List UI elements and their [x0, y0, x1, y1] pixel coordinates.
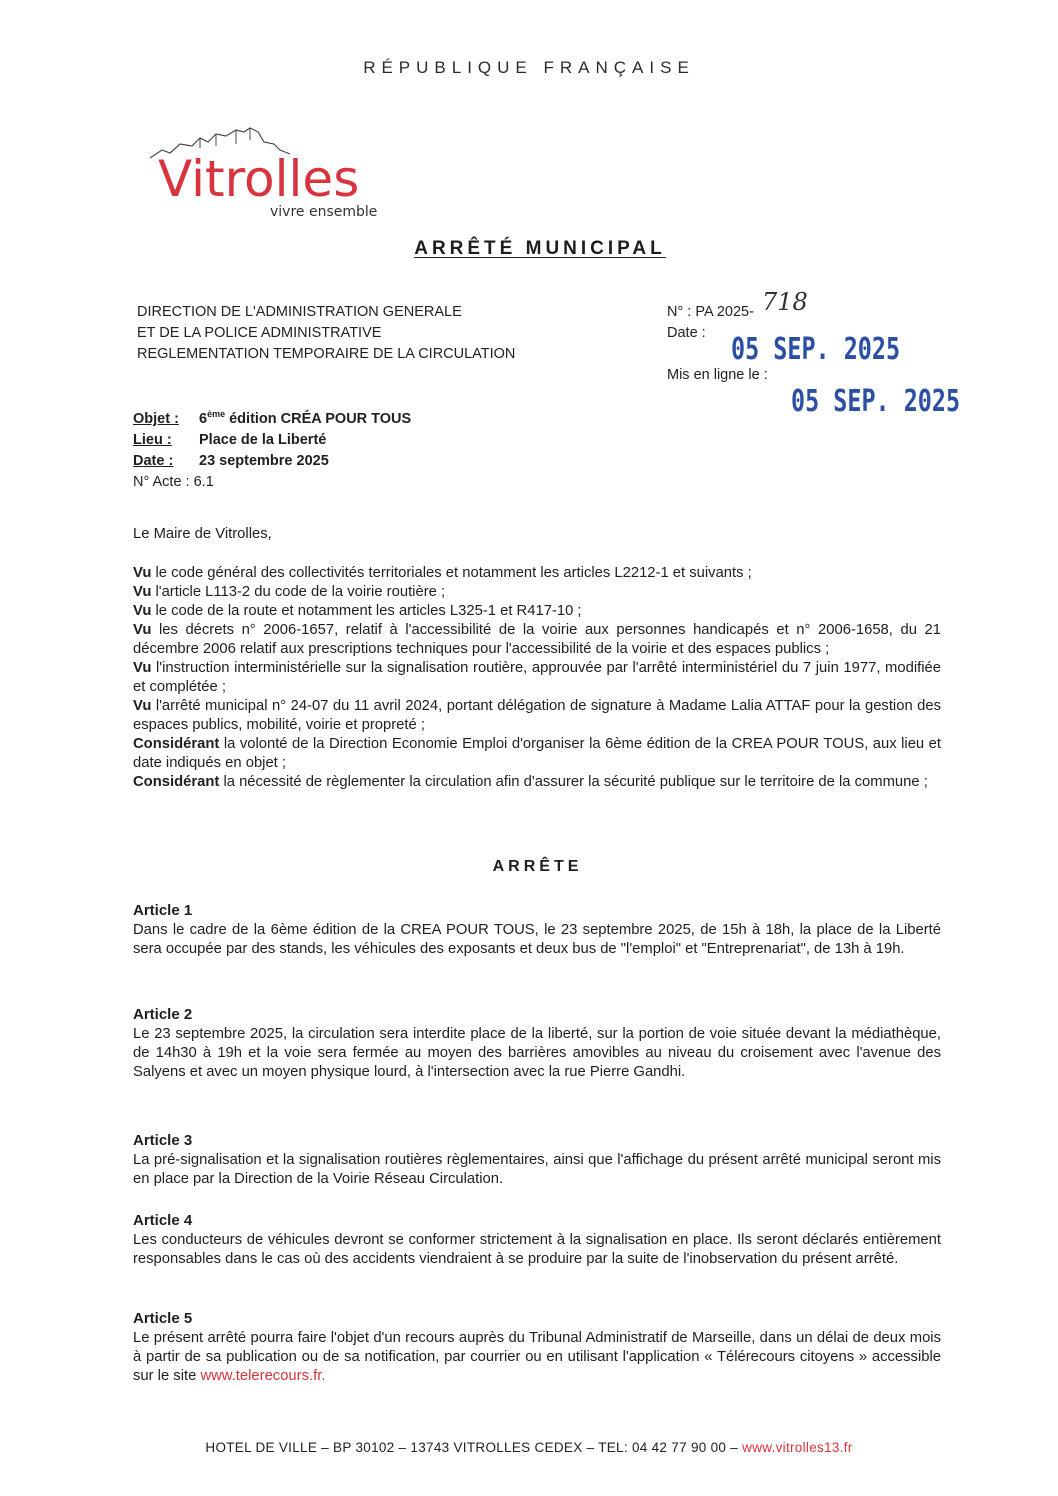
date-label: Date :: [133, 452, 174, 469]
article-2: [133, 1005, 941, 1082]
date-stamp: 05 SEP. 2025: [731, 332, 901, 367]
arrete-heading: ARRÊTE: [492, 858, 583, 875]
article-3: [133, 1131, 941, 1189]
article-title: Article 3: [133, 1132, 193, 1149]
article-text: Le présent arrêté pourra faire l'objet d'un recours auprès du Tribunal Administratif de Marseille, dans un délai de deux mois à partir de sa publication ou de sa notification, par courrier ou en utilisant l'application « Télérecours citoyens » accessible sur le site www.telerecours.fr.: [133, 1330, 941, 1384]
numero-handwritten: 718: [762, 288, 808, 316]
direction-line: ET DE LA POLICE ADMINISTRATIVE: [137, 325, 382, 341]
footer-address: HOTEL DE VILLE – BP 30102 – 13743 VITROLLES CEDEX – TEL: 04 42 77 90 00 –: [205, 1440, 743, 1455]
date-label: Date :: [667, 325, 706, 341]
visa-item: Vu l'instruction interministérielle sur la signalisation routière, approuvée par l'arrêté interministériel du 7 juin 1977, modifiée et complétée ;: [133, 660, 941, 695]
article-text: Dans le cadre de la 6ème édition de la CREA POUR TOUS, le 23 septembre 2025, de 15h à 18h, la place de la Liberté sera occupée par des stands, les véhicules des exposants et deux bus de "l'emploi" et "Entreprenariat", de 13h à 19h.: [133, 922, 941, 957]
logo-wordmark: Vitrolles: [158, 150, 360, 208]
lieu-label: Lieu :: [133, 431, 172, 448]
article-4: [133, 1211, 941, 1269]
logo-tagline: vivre ensemble: [270, 204, 378, 220]
direction-line: REGLEMENTATION TEMPORAIRE DE LA CIRCULATION: [137, 346, 516, 362]
visa-item: Vu l'arrêté municipal n° 24-07 du 11 avril 2024, portant délégation de signature à Madame Lalia ATTAF pour la gestion des espaces publics, mobilité, voirie et propreté ;: [133, 698, 941, 733]
online-stamp: 05 SEP. 2025: [791, 384, 961, 419]
visa-item: Vu le code général des collectivités territoriales et notamment les articles L2212-1 et suivants ;: [133, 565, 752, 581]
footer: [0, 1440, 1058, 1455]
visa-item: Vu le code de la route et notamment les articles L325-1 et R417-10 ;: [133, 603, 582, 619]
visa-item: Vu l'article L113-2 du code de la voirie routière ;: [133, 584, 446, 600]
objet-value: 6ème édition CRÉA POUR TOUS: [199, 409, 412, 427]
objet-block: [133, 404, 411, 493]
online-label: Mis en ligne le :: [667, 367, 768, 383]
visa-item: Vu les décrets n° 2006-1657, relatif à l'accessibilité de la voirie aux personnes handicapés et n° 2006-1658, du 21 décembre 2006 relatif aux prescriptions techniques pour l'accessibilité de la voirie et des espaces publics ;: [133, 622, 941, 657]
document-title: ARRÊTÉ MUNICIPAL: [414, 238, 666, 259]
website-link[interactable]: www.vitrolles13.fr: [742, 1440, 853, 1455]
direction-line: DIRECTION DE L'ADMINISTRATION GENERALE: [137, 304, 462, 320]
visas-list: [133, 564, 941, 792]
article-title: Article 4: [133, 1212, 193, 1229]
lieu-value: Place de la Liberté: [199, 431, 327, 448]
numero-label: N° : PA 2025-: [667, 304, 754, 320]
considerant-item: Considérant la nécessité de règlementer la circulation afin d'assurer la sécurité publique sur le territoire de la commune ;: [133, 774, 928, 790]
article-text: La pré-signalisation et la signalisation routières règlementaires, ainsi que l'affichage du présent arrêté municipal seront mis en place par la Direction de la Voirie Réseau Circulation.: [133, 1152, 941, 1187]
article-text: Le 23 septembre 2025, la circulation sera interdite place de la liberté, sur la portion de voie située devant la médiathèque, de 14h30 à 19h et la voie sera fermée au moyen des barrières amovibles au niveau du croisement avec l'avenue des Salyens et avec un moyen physique lourd, à l'intersection avec la rue Pierre Gandhi.: [133, 1026, 941, 1080]
objet-label: Objet :: [133, 410, 179, 427]
considerant-item: Considérant la volonté de la Direction Economie Emploi d'organiser la 6ème édition de la CREA POUR TOUS, aux lieu et date indiqués en objet ;: [133, 736, 941, 771]
article-1: [133, 901, 941, 959]
vitrolles-logo: [140, 120, 410, 220]
maire-intro: Le Maire de Vitrolles,: [133, 526, 272, 542]
article-text: Les conducteurs de véhicules devront se conformer strictement à la signalisation en place. Ils seront déclarés entièrement responsables dans le cas où des accidents viendraient à se produire par la suite de l'inobservation du présent arrêté.: [133, 1232, 941, 1267]
direction-block: [137, 302, 515, 365]
article-title: Article 5: [133, 1310, 193, 1327]
telerecours-link[interactable]: www.telerecours.fr.: [200, 1368, 326, 1384]
date-value: 23 septembre 2025: [199, 452, 329, 469]
article-5: [133, 1309, 941, 1386]
republique-francaise: RÉPUBLIQUE FRANÇAISE: [363, 58, 695, 77]
acte-number: N° Acte : 6.1: [133, 473, 214, 490]
article-title: Article 1: [133, 902, 193, 919]
article-title: Article 2: [133, 1006, 193, 1023]
